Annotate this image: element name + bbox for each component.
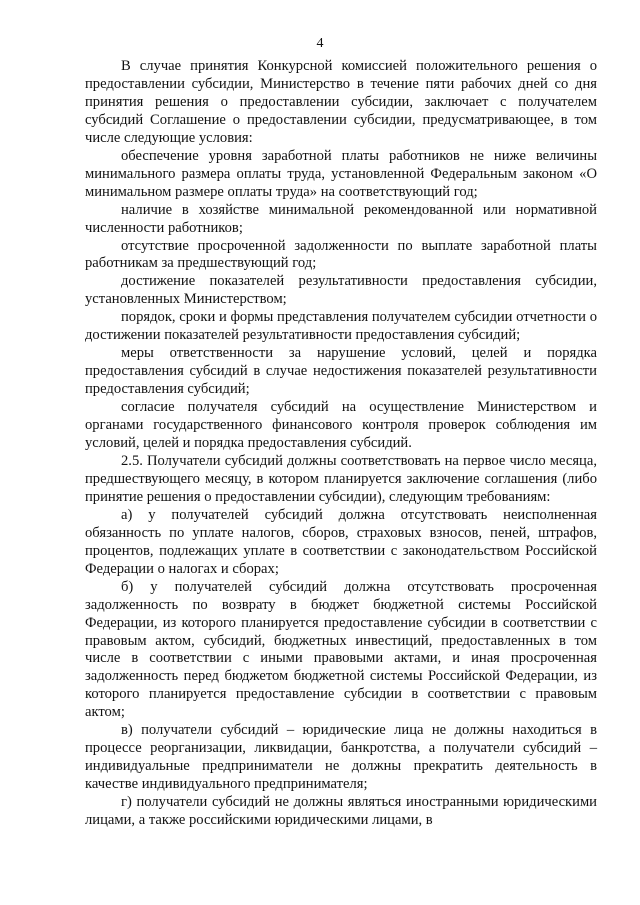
paragraph-condition-reporting: порядок, сроки и формы представления получателем субсидии отчетности о достижении показателей результативности предоставления субсидий; [85, 309, 597, 344]
paragraph-section-2-5: 2.5. Получатели субсидий должны соответствовать на первое число месяца, предшествующего месяцу, в котором планируется заключение соглашения (либо принятие решения о предоставлении субсидии), следующим требованиям: [85, 452, 597, 505]
paragraph-condition-liability: меры ответственности за нарушение условий, целей и порядка предоставления субсидий в случае недостижения показателей результативности предоставления субсидий; [85, 345, 597, 398]
paragraph-agreement-intro: В случае принятия Конкурсной комиссией положительного решения о предоставлении субсидии, Министерство в течение пяти рабочих дней со дня принятия решения о предоставлении субсидии, заключает с получателем субсидий Соглашение о предоставлении субсидии, предусматривающее, в том числе следующие условия: [85, 58, 597, 146]
paragraph-condition-wages: обеспечение уровня заработной платы работников не ниже величины минимального размера оплаты труда, установленной Федеральным законом «О минимальном размере оплаты труда» на соответствующий год; [85, 147, 597, 200]
paragraph-condition-audit-consent: согласие получателя субсидий на осуществление Министерством и органами государственного финансового контроля проверок соблюдения им условий, целей и порядка предоставления субсидий. [85, 399, 597, 452]
paragraph-requirement-a: а) у получателей субсидий должна отсутствовать неисполненная обязанность по уплате налогов, сборов, страховых взносов, пеней, штрафов, процентов, подлежащих уплате в соответствии с законодательством Российской Федерации о налогах и сборах; [85, 506, 597, 577]
paragraph-requirement-b: б) у получателей субсидий должна отсутствовать просроченная задолженность по возврату в бюджет бюджетной системы Российской Федерации, из которого планируется предоставление субсидии в соответствии с правовым актом, субсидий, бюджетных инвестиций, предоставленных в том числе в соответствии с иными правовыми актами, и иная просроченная задолженность перед бюджетом бюджетной системы Российской Федерации, из которого планируется предоставление субсидии в соответствии с правовым актом; [85, 578, 597, 721]
paragraph-condition-staff: наличие в хозяйстве минимальной рекомендованной или нормативной численности работников; [85, 201, 597, 236]
paragraph-requirement-v: в) получатели субсидий – юридические лица не должны находиться в процессе реорганизации, ликвидации, банкротства, а получатели субсидий – индивидуальные предприниматели не должны прекратить деятельность в качестве индивидуального предпринимателя; [85, 722, 597, 793]
document-body [85, 58, 597, 830]
paragraph-condition-no-arrears: отсутствие просроченной задолженности по выплате заработной платы работникам за предшествующий год; [85, 237, 597, 272]
page-number: 4 [316, 36, 324, 51]
paragraph-condition-indicators: достижение показателей результативности предоставления субсидии, установленных Министерством; [85, 273, 597, 308]
paragraph-requirement-g: г) получатели субсидий не должны являться иностранными юридическими лицами, а также российскими юридическими лицами, в [85, 794, 597, 829]
